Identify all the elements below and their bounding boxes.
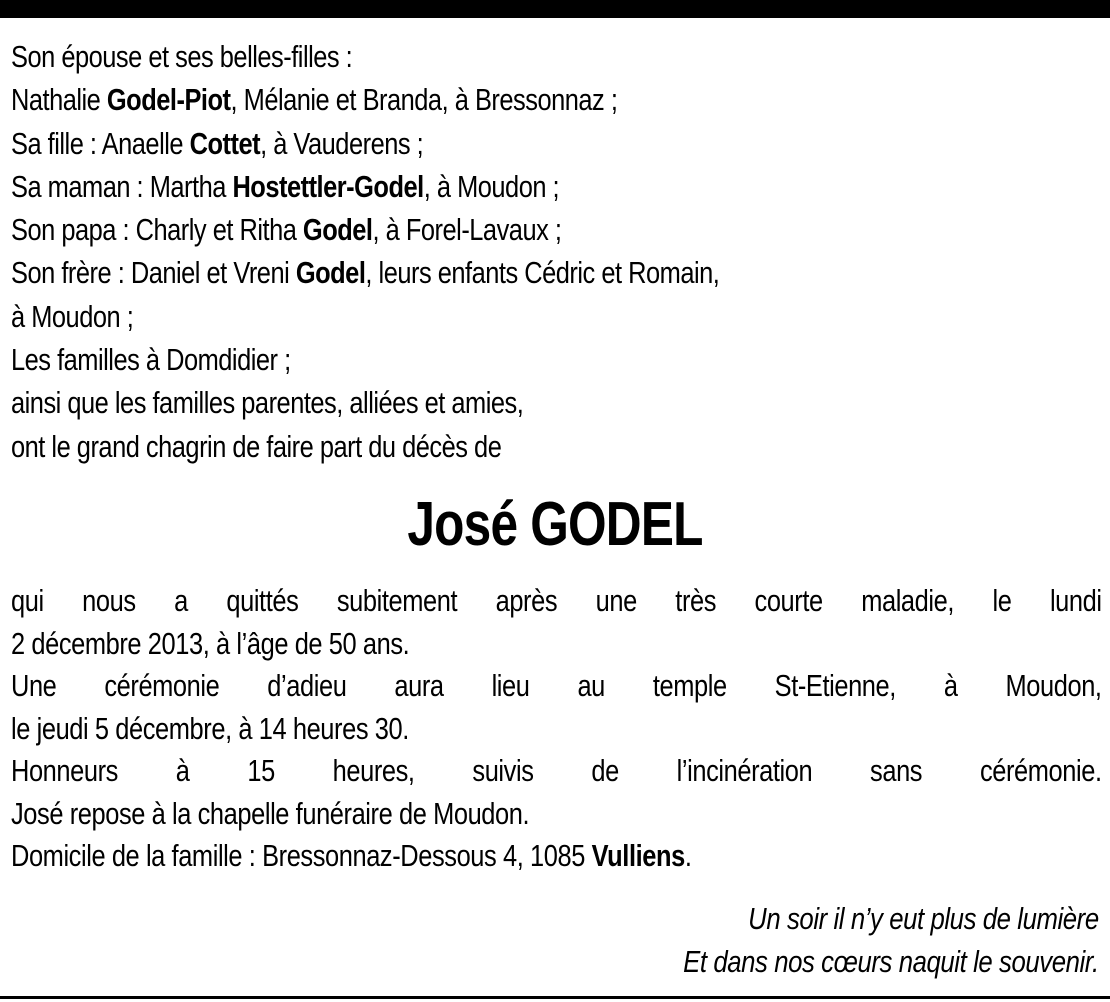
family-text: , à Moudon ; [423,168,560,204]
family-surname: Godel-Piot [106,82,231,118]
domicile-locality: Vulliens [591,838,685,873]
details-line-chapel: José repose à la chapelle funéraire de Moudon. [11,795,530,831]
family-line-mother [11,165,905,208]
family-line-announcement [11,425,905,468]
details-block [11,580,1102,878]
family-text: Son épouse et ses belles-filles : [11,39,353,74]
family-text: , à Vauderens ; [260,125,424,161]
family-line-father [11,208,905,251]
family-line-spouse [11,78,905,121]
details-line-death: qui nous a quittés subitement après une très courte maladie, le lundi [11,583,1102,618]
domicile-text: Domicile de la famille : Bressonnaz-Dessous 4, 1085 [11,838,592,873]
family-text: , à Forel-Lavaux ; [372,212,562,248]
poem-line: Un soir il n’y eut plus de lumière [748,901,1099,936]
details-line-domicile [11,835,1102,878]
details-line-ceremony: Une cérémonie d’adieu aura lieu au temple St-Etienne, à Moudon, [11,668,1102,703]
family-line-relatives [11,381,905,424]
poem-line: Et dans nos cœurs naquit le souvenir. [683,943,1099,979]
family-text: ainsi que les familles parentes, alliées et amies, [11,385,524,421]
family-line-daughter [11,122,905,165]
family-line-domdidier [11,338,905,381]
family-text: Les familles à Domdidier ; [11,342,291,378]
family-surname: Godel [302,212,373,248]
details-line-date: 2 décembre 2013, à l’âge de 50 ans. [11,625,410,661]
deceased-name: José GODEL [407,490,703,559]
family-surname: Hostettler-Godel [232,168,424,204]
closing-poem [683,898,1099,983]
top-border-rule [0,0,1110,18]
details-line-honours: Honneurs à 15 heures, suivis de l’incinération sans cérémonie. [11,753,1102,788]
family-text: Sa fille : Anaelle [11,125,190,161]
family-line-spouse-heading [11,35,905,78]
family-text: Sa maman : Martha [11,168,233,204]
family-text: Nathalie [11,82,107,118]
family-text: , Mélanie et Branda, à Bressonnaz ; [230,82,618,118]
family-surname: Godel [295,255,366,291]
domicile-text: . [684,838,692,873]
family-text: à Moudon ; [11,298,134,334]
family-text: , leurs enfants Cédric et Romain, [365,255,720,291]
family-list [11,35,905,468]
family-surname: Cottet [189,125,261,161]
family-line-brother-location [11,295,905,338]
family-text: ont le grand chagrin de faire part du décès de [11,428,502,464]
details-line-ceremony-time: le jeudi 5 décembre, à 14 heures 30. [11,710,409,746]
bottom-border-rule [0,996,1110,999]
family-text: Son papa : Charly et Ritha [11,212,303,248]
family-text: Son frère : Daniel et Vreni [11,255,296,291]
family-line-brother [11,251,905,294]
